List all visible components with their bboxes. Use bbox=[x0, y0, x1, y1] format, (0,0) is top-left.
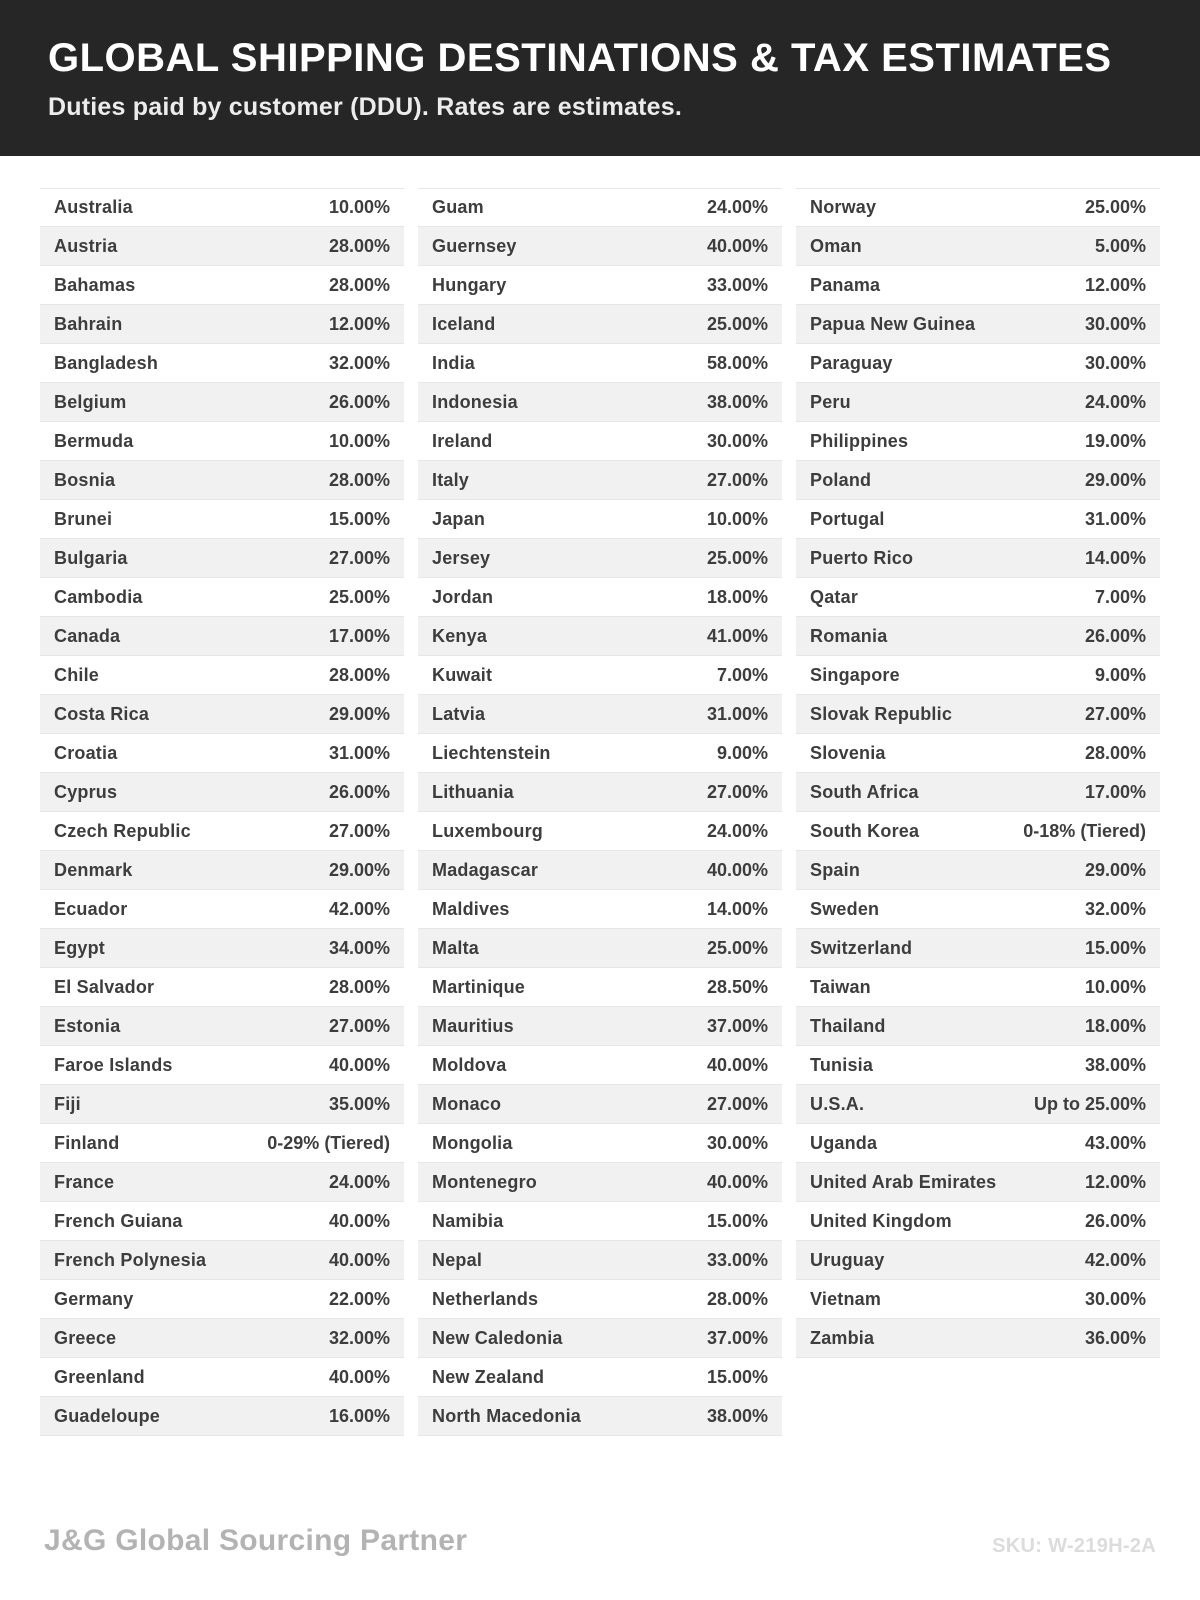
page-title: GLOBAL SHIPPING DESTINATIONS & TAX ESTIMATES bbox=[48, 36, 1112, 80]
tax-rate: 28.00% bbox=[328, 235, 390, 256]
tax-rate: 29.00% bbox=[1084, 859, 1146, 880]
country-name: El Salvador bbox=[54, 976, 155, 997]
tax-rate: 14.00% bbox=[706, 898, 768, 919]
tax-rate: 26.00% bbox=[328, 391, 390, 412]
tax-rate: 12.00% bbox=[1084, 274, 1146, 295]
tax-rate: 15.00% bbox=[706, 1210, 768, 1231]
country-name: United Arab Emirates bbox=[810, 1171, 997, 1192]
country-name: Faroe Islands bbox=[54, 1054, 173, 1075]
country-name: Bangladesh bbox=[54, 352, 159, 373]
country-name: New Caledonia bbox=[432, 1327, 563, 1348]
tax-rate: 26.00% bbox=[328, 781, 390, 802]
table-row bbox=[40, 383, 404, 422]
tax-rate: 28.00% bbox=[328, 976, 390, 997]
country-name: Tunisia bbox=[810, 1054, 874, 1075]
table-row bbox=[40, 1358, 404, 1397]
table-row bbox=[418, 734, 782, 773]
table-row bbox=[796, 1319, 1160, 1358]
table-row bbox=[796, 578, 1160, 617]
table-row bbox=[418, 266, 782, 305]
table-row bbox=[418, 1358, 782, 1397]
country-name: Greenland bbox=[54, 1366, 145, 1387]
tax-rate: 15.00% bbox=[328, 508, 390, 529]
country-name: Peru bbox=[810, 391, 851, 412]
country-name: South Africa bbox=[810, 781, 919, 802]
table-row bbox=[796, 656, 1160, 695]
tax-rate: 7.00% bbox=[1094, 586, 1146, 607]
tax-rate: Up to 25.00% bbox=[1033, 1093, 1146, 1114]
table-row bbox=[418, 539, 782, 578]
country-name: Brunei bbox=[54, 508, 113, 529]
tax-rate: 27.00% bbox=[706, 781, 768, 802]
tax-rate: 28.00% bbox=[328, 469, 390, 490]
country-name: Oman bbox=[810, 235, 862, 256]
table-row bbox=[40, 422, 404, 461]
country-name: Luxembourg bbox=[432, 820, 544, 841]
table-row bbox=[796, 617, 1160, 656]
table-row bbox=[796, 500, 1160, 539]
table-row bbox=[40, 1124, 404, 1163]
country-name: United Kingdom bbox=[810, 1210, 952, 1231]
tax-rate: 40.00% bbox=[706, 1171, 768, 1192]
tax-rate: 25.00% bbox=[328, 586, 390, 607]
tax-rate: 40.00% bbox=[328, 1249, 390, 1270]
rates-column-1 bbox=[40, 188, 404, 1436]
table-row bbox=[796, 344, 1160, 383]
table-row bbox=[40, 539, 404, 578]
tax-rate: 29.00% bbox=[1084, 469, 1146, 490]
country-name: Lithuania bbox=[432, 781, 514, 802]
table-row bbox=[40, 773, 404, 812]
tax-rate: 30.00% bbox=[1084, 352, 1146, 373]
country-name: Monaco bbox=[432, 1093, 502, 1114]
tax-rate: 33.00% bbox=[706, 1249, 768, 1270]
tax-rate: 43.00% bbox=[1084, 1132, 1146, 1153]
country-name: Italy bbox=[432, 469, 470, 490]
country-name: Ireland bbox=[432, 430, 493, 451]
tax-rate: 24.00% bbox=[1084, 391, 1146, 412]
table-row bbox=[418, 890, 782, 929]
country-name: Portugal bbox=[810, 508, 885, 529]
table-row bbox=[40, 1280, 404, 1319]
country-name: Qatar bbox=[810, 586, 859, 607]
tax-rate: 28.00% bbox=[328, 664, 390, 685]
country-name: Ecuador bbox=[54, 898, 128, 919]
table-row bbox=[796, 539, 1160, 578]
table-row bbox=[796, 1007, 1160, 1046]
country-name: Germany bbox=[54, 1288, 134, 1309]
country-name: New Zealand bbox=[432, 1366, 545, 1387]
table-row bbox=[40, 851, 404, 890]
tax-rate: 42.00% bbox=[328, 898, 390, 919]
tax-rate: 28.00% bbox=[1084, 742, 1146, 763]
brand-name: J&G Global Sourcing Partner bbox=[44, 1524, 468, 1557]
tax-rate: 24.00% bbox=[706, 197, 768, 217]
tax-rate: 18.00% bbox=[1084, 1015, 1146, 1036]
table-row bbox=[40, 461, 404, 500]
tax-rate: 42.00% bbox=[1084, 1249, 1146, 1270]
country-name: Madagascar bbox=[432, 859, 539, 880]
tax-rate: 27.00% bbox=[328, 547, 390, 568]
table-row bbox=[40, 266, 404, 305]
table-row bbox=[40, 1202, 404, 1241]
tax-rate: 38.00% bbox=[1084, 1054, 1146, 1075]
country-name: Fiji bbox=[54, 1093, 81, 1114]
country-name: Japan bbox=[432, 508, 486, 529]
table-row bbox=[418, 1124, 782, 1163]
table-row bbox=[796, 383, 1160, 422]
country-name: Montenegro bbox=[432, 1171, 537, 1192]
tax-rate: 10.00% bbox=[328, 197, 390, 217]
tax-rate: 27.00% bbox=[328, 1015, 390, 1036]
tax-rate: 12.00% bbox=[328, 313, 390, 334]
tax-rate: 38.00% bbox=[706, 1405, 768, 1426]
tax-rate: 9.00% bbox=[1094, 664, 1146, 685]
table-row bbox=[418, 305, 782, 344]
table-row bbox=[418, 578, 782, 617]
country-name: Kenya bbox=[432, 625, 488, 646]
table-row bbox=[40, 305, 404, 344]
table-row bbox=[418, 929, 782, 968]
table-row bbox=[796, 461, 1160, 500]
tax-rate: 15.00% bbox=[706, 1366, 768, 1387]
tax-rate: 14.00% bbox=[1084, 547, 1146, 568]
table-row bbox=[418, 227, 782, 266]
tax-rate: 24.00% bbox=[706, 820, 768, 841]
table-row bbox=[796, 305, 1160, 344]
table-row bbox=[40, 968, 404, 1007]
tax-rate: 9.00% bbox=[716, 742, 768, 763]
table-row bbox=[796, 266, 1160, 305]
tax-rate: 38.00% bbox=[706, 391, 768, 412]
table-row bbox=[40, 1397, 404, 1436]
table-row bbox=[418, 1046, 782, 1085]
country-name: Papua New Guinea bbox=[810, 313, 976, 334]
country-name: Namibia bbox=[432, 1210, 504, 1231]
tax-rate: 22.00% bbox=[328, 1288, 390, 1309]
tax-rate: 26.00% bbox=[1084, 625, 1146, 646]
tax-rate: 30.00% bbox=[1084, 313, 1146, 334]
table-row bbox=[418, 656, 782, 695]
tax-rate: 10.00% bbox=[706, 508, 768, 529]
table-row bbox=[418, 344, 782, 383]
table-row bbox=[796, 1241, 1160, 1280]
country-name: Croatia bbox=[54, 742, 118, 763]
table-row bbox=[418, 1241, 782, 1280]
country-name: Cyprus bbox=[54, 781, 118, 802]
table-row bbox=[418, 383, 782, 422]
country-name: Bosnia bbox=[54, 469, 116, 490]
table-row bbox=[796, 695, 1160, 734]
country-name: Bahamas bbox=[54, 274, 136, 295]
tax-rates-table bbox=[0, 156, 1200, 1436]
tax-rate: 10.00% bbox=[1084, 976, 1146, 997]
country-name: Liechtenstein bbox=[432, 742, 551, 763]
tax-rate: 24.00% bbox=[328, 1171, 390, 1192]
table-row bbox=[40, 344, 404, 383]
tax-rate: 28.50% bbox=[706, 976, 768, 997]
table-row bbox=[40, 1085, 404, 1124]
tax-rate: 32.00% bbox=[328, 352, 390, 373]
table-row bbox=[418, 461, 782, 500]
tax-rate: 5.00% bbox=[1094, 235, 1146, 256]
country-name: Taiwan bbox=[810, 976, 871, 997]
tax-rate: 31.00% bbox=[706, 703, 768, 724]
country-name: Greece bbox=[54, 1327, 117, 1348]
country-name: Spain bbox=[810, 859, 861, 880]
table-row bbox=[418, 812, 782, 851]
rates-column-2 bbox=[418, 188, 782, 1436]
table-row bbox=[40, 617, 404, 656]
country-name: Belgium bbox=[54, 391, 127, 412]
table-row bbox=[796, 890, 1160, 929]
tax-rate: 0-18% (Tiered) bbox=[1023, 820, 1146, 841]
table-row bbox=[418, 188, 782, 227]
country-name: Paraguay bbox=[810, 352, 893, 373]
country-name: Nepal bbox=[432, 1249, 483, 1270]
country-name: Slovak Republic bbox=[810, 703, 953, 724]
tax-rate: 16.00% bbox=[328, 1405, 390, 1426]
table-row bbox=[796, 1280, 1160, 1319]
table-row bbox=[418, 1202, 782, 1241]
tax-rate: 41.00% bbox=[706, 625, 768, 646]
country-name: Switzerland bbox=[810, 937, 913, 958]
tax-rate: 15.00% bbox=[1084, 937, 1146, 958]
tax-rate: 27.00% bbox=[328, 820, 390, 841]
country-name: Maldives bbox=[432, 898, 510, 919]
country-name: Mauritius bbox=[432, 1015, 514, 1036]
country-name: Moldova bbox=[432, 1054, 507, 1075]
tax-rate: 58.00% bbox=[706, 352, 768, 373]
country-name: U.S.A. bbox=[810, 1093, 865, 1114]
country-name: Sweden bbox=[810, 898, 880, 919]
country-name: Chile bbox=[54, 664, 100, 685]
country-name: Bermuda bbox=[54, 430, 134, 451]
table-row bbox=[796, 227, 1160, 266]
country-name: Czech Republic bbox=[54, 820, 191, 841]
tax-rate: 32.00% bbox=[1084, 898, 1146, 919]
country-name: North Macedonia bbox=[432, 1405, 582, 1426]
table-row bbox=[418, 851, 782, 890]
tax-rate: 25.00% bbox=[706, 313, 768, 334]
table-row bbox=[40, 578, 404, 617]
tax-rate: 36.00% bbox=[1084, 1327, 1146, 1348]
table-row bbox=[418, 422, 782, 461]
tax-rate: 40.00% bbox=[706, 235, 768, 256]
table-row bbox=[796, 1124, 1160, 1163]
country-name: Latvia bbox=[432, 703, 486, 724]
tax-rate: 32.00% bbox=[328, 1327, 390, 1348]
tax-rate: 12.00% bbox=[1084, 1171, 1146, 1192]
table-row bbox=[796, 734, 1160, 773]
country-name: Austria bbox=[54, 235, 118, 256]
tax-rate: 30.00% bbox=[706, 430, 768, 451]
country-name: Jordan bbox=[432, 586, 494, 607]
country-name: Bulgaria bbox=[54, 547, 128, 568]
country-name: Hungary bbox=[432, 274, 507, 295]
table-row bbox=[796, 812, 1160, 851]
table-row bbox=[40, 890, 404, 929]
tax-rate: 40.00% bbox=[706, 1054, 768, 1075]
tax-rate: 27.00% bbox=[706, 469, 768, 490]
table-row bbox=[40, 188, 404, 227]
tax-rate: 7.00% bbox=[716, 664, 768, 685]
tax-rate: 37.00% bbox=[706, 1327, 768, 1348]
table-row bbox=[418, 1007, 782, 1046]
table-row bbox=[418, 773, 782, 812]
tax-rate: 40.00% bbox=[706, 859, 768, 880]
table-row bbox=[796, 968, 1160, 1007]
tax-rate: 40.00% bbox=[328, 1366, 390, 1387]
country-name: Panama bbox=[810, 274, 881, 295]
table-row bbox=[40, 734, 404, 773]
tax-rate: 29.00% bbox=[328, 859, 390, 880]
country-name: Australia bbox=[54, 197, 133, 217]
country-name: Malta bbox=[432, 937, 480, 958]
country-name: French Polynesia bbox=[54, 1249, 207, 1270]
tax-rate: 31.00% bbox=[328, 742, 390, 763]
country-name: Thailand bbox=[810, 1015, 886, 1036]
tax-rate: 30.00% bbox=[706, 1132, 768, 1153]
country-name: Guam bbox=[432, 197, 484, 217]
country-name: Netherlands bbox=[432, 1288, 539, 1309]
tax-rate: 30.00% bbox=[1084, 1288, 1146, 1309]
country-name: Iceland bbox=[432, 313, 496, 334]
tax-rate: 18.00% bbox=[706, 586, 768, 607]
tax-rate: 19.00% bbox=[1084, 430, 1146, 451]
table-row bbox=[40, 227, 404, 266]
table-row bbox=[796, 929, 1160, 968]
table-row bbox=[418, 1280, 782, 1319]
tax-rate: 27.00% bbox=[706, 1093, 768, 1114]
table-row bbox=[40, 500, 404, 539]
table-row bbox=[418, 695, 782, 734]
country-name: India bbox=[432, 352, 476, 373]
country-name: French Guiana bbox=[54, 1210, 183, 1231]
country-name: Kuwait bbox=[432, 664, 493, 685]
table-row bbox=[40, 929, 404, 968]
table-row bbox=[40, 1163, 404, 1202]
country-name: Estonia bbox=[54, 1015, 121, 1036]
tax-rate: 40.00% bbox=[328, 1054, 390, 1075]
table-row bbox=[418, 1319, 782, 1358]
country-name: Poland bbox=[810, 469, 872, 490]
tax-rate: 31.00% bbox=[1084, 508, 1146, 529]
table-row bbox=[418, 1085, 782, 1124]
country-name: Jersey bbox=[432, 547, 491, 568]
country-name: Guadeloupe bbox=[54, 1405, 161, 1426]
table-row bbox=[418, 1397, 782, 1436]
table-row bbox=[40, 812, 404, 851]
country-name: South Korea bbox=[810, 820, 920, 841]
tax-rate: 10.00% bbox=[328, 430, 390, 451]
table-row bbox=[40, 1241, 404, 1280]
tax-rate: 40.00% bbox=[328, 1210, 390, 1231]
country-name: Indonesia bbox=[432, 391, 518, 412]
country-name: Singapore bbox=[810, 664, 900, 685]
table-row bbox=[796, 1046, 1160, 1085]
country-name: Egypt bbox=[54, 937, 106, 958]
country-name: Guernsey bbox=[432, 235, 517, 256]
table-row bbox=[796, 1163, 1160, 1202]
table-row bbox=[418, 617, 782, 656]
tax-rate: 37.00% bbox=[706, 1015, 768, 1036]
country-name: Uruguay bbox=[810, 1249, 885, 1270]
footer bbox=[0, 1524, 1200, 1600]
table-row bbox=[796, 1202, 1160, 1241]
country-name: Uganda bbox=[810, 1132, 878, 1153]
tax-rate: 26.00% bbox=[1084, 1210, 1146, 1231]
table-row bbox=[40, 1319, 404, 1358]
country-name: Finland bbox=[54, 1132, 120, 1153]
country-name: Vietnam bbox=[810, 1288, 882, 1309]
country-name: Philippines bbox=[810, 430, 909, 451]
country-name: Slovenia bbox=[810, 742, 886, 763]
table-row bbox=[796, 773, 1160, 812]
table-row bbox=[40, 1007, 404, 1046]
tax-rate: 25.00% bbox=[706, 547, 768, 568]
country-name: Norway bbox=[810, 197, 877, 217]
country-name: Costa Rica bbox=[54, 703, 150, 724]
tax-rate: 0-29% (Tiered) bbox=[267, 1132, 390, 1153]
table-row bbox=[796, 422, 1160, 461]
country-name: Zambia bbox=[810, 1327, 875, 1348]
table-row bbox=[418, 968, 782, 1007]
country-name: Denmark bbox=[54, 859, 133, 880]
tax-rate: 25.00% bbox=[1084, 197, 1146, 217]
tax-rate: 25.00% bbox=[706, 937, 768, 958]
country-name: Martinique bbox=[432, 976, 526, 997]
table-row bbox=[40, 695, 404, 734]
rates-column-3 bbox=[796, 188, 1160, 1358]
tax-rate: 17.00% bbox=[328, 625, 390, 646]
table-row bbox=[418, 500, 782, 539]
tax-rate: 34.00% bbox=[328, 937, 390, 958]
country-name: Bahrain bbox=[54, 313, 123, 334]
table-row bbox=[796, 188, 1160, 227]
table-row bbox=[796, 1085, 1160, 1124]
table-row bbox=[796, 851, 1160, 890]
country-name: Cambodia bbox=[54, 586, 143, 607]
tax-rate: 28.00% bbox=[328, 274, 390, 295]
country-name: Canada bbox=[54, 625, 121, 646]
tax-rate: 29.00% bbox=[328, 703, 390, 724]
country-name: Puerto Rico bbox=[810, 547, 914, 568]
country-name: France bbox=[54, 1171, 115, 1192]
page-subtitle: Duties paid by customer (DDU). Rates are estimates. bbox=[48, 93, 683, 121]
table-row bbox=[40, 1046, 404, 1085]
tax-rate: 27.00% bbox=[1084, 703, 1146, 724]
header bbox=[0, 0, 1200, 156]
tax-rate: 28.00% bbox=[706, 1288, 768, 1309]
country-name: Romania bbox=[810, 625, 888, 646]
tax-rate: 17.00% bbox=[1084, 781, 1146, 802]
tax-rate: 33.00% bbox=[706, 274, 768, 295]
sku-label: SKU: W-219H-2A bbox=[992, 1535, 1156, 1557]
country-name: Mongolia bbox=[432, 1132, 513, 1153]
tax-rate: 35.00% bbox=[328, 1093, 390, 1114]
table-row bbox=[40, 656, 404, 695]
table-row bbox=[418, 1163, 782, 1202]
